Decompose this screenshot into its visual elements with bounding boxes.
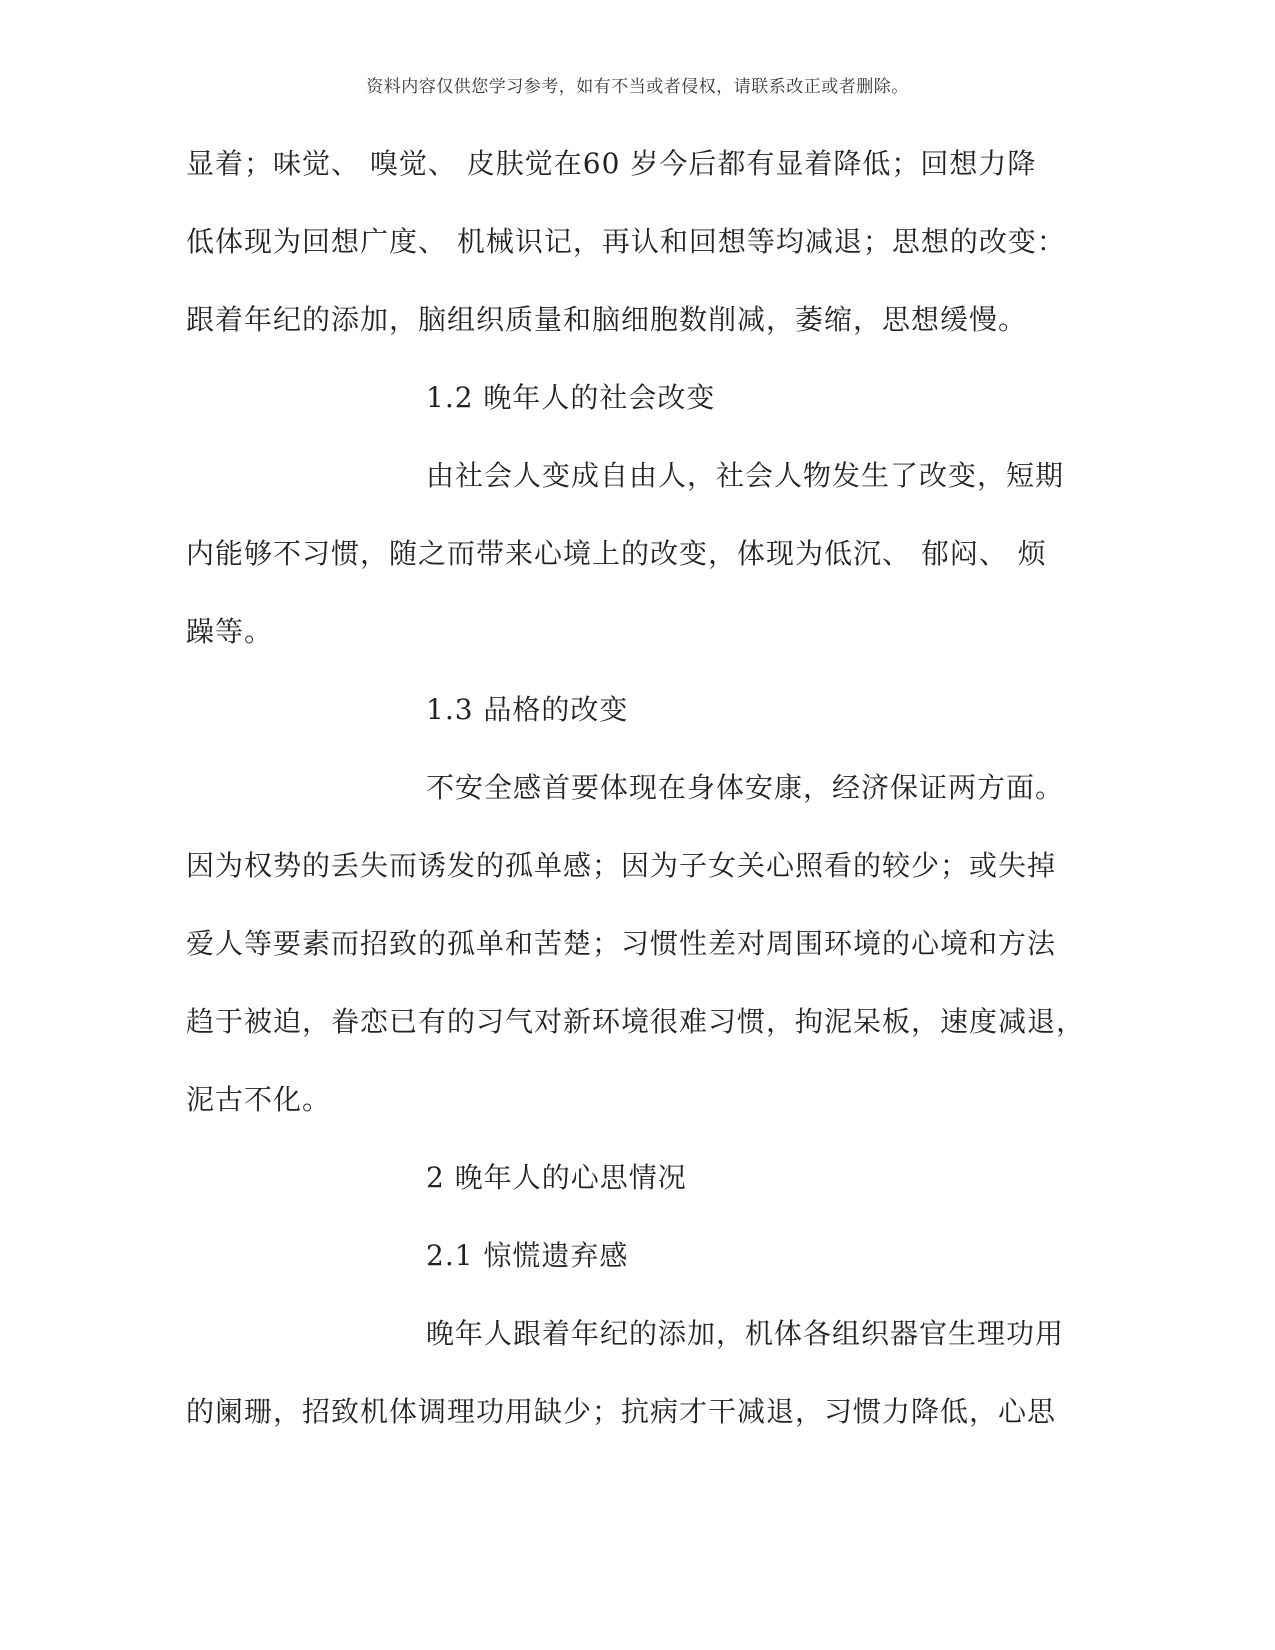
- body-line: 的阑珊，招致机体调理功用缺少；抗病才干减退，习惯力降低，心思: [186, 1395, 1057, 1428]
- section-heading-1-3: 1.3 品格的改变: [426, 693, 629, 726]
- body-line: 显着；味觉、 嗅觉、 皮肤觉在60 岁今后都有显着降低；回想力降: [186, 147, 1037, 180]
- header-notice: 资料内容仅供您学习参考，如有不当或者侵权，请联系改正或者删除。: [366, 77, 909, 97]
- body-line: 爱人等要素而招致的孤单和苦楚；习惯性差对周围环境的心境和方法: [186, 927, 1057, 960]
- body-line: 内能够不习惯，随之而带来心境上的改变，体现为低沉、 郁闷、 烦: [186, 537, 1047, 570]
- section-heading-2-1: 2.1 惊慌遗弃感: [426, 1239, 629, 1272]
- body-line: 跟着年纪的添加，脑组织质量和脑细胞数削减，萎缩，思想缓慢。: [186, 303, 1028, 336]
- body-line: 趋于被迫，眷恋已有的习气对新环境很难习惯，拘泥呆板，速度减退，: [186, 1005, 1086, 1038]
- paragraph-start: 由社会人变成自由人，社会人物发生了改变，短期: [426, 459, 1065, 492]
- body-line: 躁等。: [186, 615, 274, 648]
- body-line: 低体现为回想广度、 机械识记，再认和回想等均减退；思想的改变：: [186, 225, 1066, 258]
- paragraph-start: 不安全感首要体现在身体安康，经济保证两方面。: [426, 771, 1065, 804]
- body-line: 泥古不化。: [186, 1083, 332, 1116]
- section-heading-1-2: 1.2 晚年人的社会改变: [426, 381, 716, 414]
- section-heading-2: 2 晚年人的心思情况: [426, 1161, 687, 1194]
- body-line: 因为权势的丢失而诱发的孤单感；因为子女关心照看的较少；或失掉: [186, 849, 1057, 882]
- paragraph-start: 晚年人跟着年纪的添加，机体各组织器官生理功用: [426, 1317, 1065, 1350]
